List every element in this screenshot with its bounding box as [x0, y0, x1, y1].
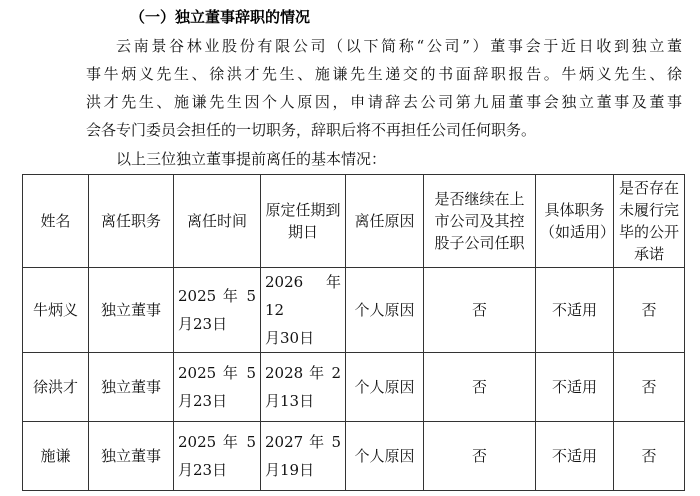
cell-leave-date	[174, 268, 261, 353]
director-resignation-table	[22, 174, 685, 491]
paragraph-line-3: 洪才先生、施谦先生因个人原因，申请辞去公司第九届董事会独立董事及董事	[86, 93, 682, 111]
term-end-line2: 月13日	[265, 392, 315, 410]
leave-date-line1: 2025 年 5	[178, 364, 256, 382]
cell-name: 施谦	[23, 422, 89, 491]
cell-reason: 个人原因	[346, 422, 424, 491]
cell-term-end	[261, 268, 346, 353]
header-reason: 离任原因	[346, 175, 424, 268]
cell-position: 独立董事	[89, 422, 174, 491]
cell-term-end	[261, 422, 346, 491]
header-name: 姓名	[23, 175, 89, 268]
table-row	[23, 268, 685, 353]
cell-specific-role: 不适用	[536, 268, 614, 353]
leave-date-line2: 月23日	[178, 392, 228, 410]
header-specific-role: 具体职务（如适用）	[536, 175, 614, 268]
term-end-line2: 月19日	[265, 461, 315, 479]
table-row	[23, 353, 685, 422]
cell-name: 牛炳义	[23, 268, 89, 353]
table-row	[23, 422, 685, 491]
cell-unfulfilled: 否	[614, 268, 685, 353]
section-heading: （一）独立董事辞职的情况	[130, 8, 311, 26]
paragraph-line-2: 事牛炳义先生、徐洪才先生、施谦先生递交的书面辞职报告。牛炳义先生、徐	[86, 65, 682, 83]
header-leave-date: 离任时间	[174, 175, 261, 268]
resignation-paragraph	[86, 32, 682, 144]
table-header-row	[23, 175, 685, 268]
cell-position: 独立董事	[89, 353, 174, 422]
paragraph-line-4: 会各专门委员会担任的一切职务，辞职后将不再担任公司任何职务。	[86, 121, 537, 139]
cell-position: 独立董事	[89, 268, 174, 353]
term-end-line1: 2026 年 12	[265, 273, 341, 319]
header-unfulfilled: 是否存在未履行完毕的公开承诺	[614, 175, 685, 268]
table-intro: 以上三位独立董事提前离任的基本情况：	[116, 150, 387, 168]
cell-leave-date	[174, 422, 261, 491]
cell-reason: 个人原因	[346, 268, 424, 353]
leave-date-line2: 月23日	[178, 461, 228, 479]
cell-continue: 否	[424, 268, 536, 353]
paragraph-line-1: 云南景谷林业股份有限公司（以下简称“公司”）董事会于近日收到独立董	[116, 37, 682, 55]
header-term-end: 原定任期到期日	[261, 175, 346, 268]
leave-date-line2: 月23日	[178, 315, 228, 333]
header-position: 离任职务	[89, 175, 174, 268]
leave-date-line1: 2025 年 5	[178, 287, 256, 305]
cell-name: 徐洪才	[23, 353, 89, 422]
cell-term-end	[261, 353, 346, 422]
cell-reason: 个人原因	[346, 353, 424, 422]
cell-continue: 否	[424, 422, 536, 491]
leave-date-line1: 2025 年 5	[178, 433, 256, 451]
term-end-line1: 2027 年 5	[265, 433, 341, 451]
header-continue: 是否继续在上市公司及其控股子公司任职	[424, 175, 536, 268]
cell-unfulfilled: 否	[614, 353, 685, 422]
term-end-line2: 月30日	[265, 329, 315, 347]
cell-continue: 否	[424, 353, 536, 422]
cell-specific-role: 不适用	[536, 353, 614, 422]
cell-unfulfilled: 否	[614, 422, 685, 491]
term-end-line1: 2028 年 2	[265, 364, 341, 382]
cell-specific-role: 不适用	[536, 422, 614, 491]
cell-leave-date	[174, 353, 261, 422]
